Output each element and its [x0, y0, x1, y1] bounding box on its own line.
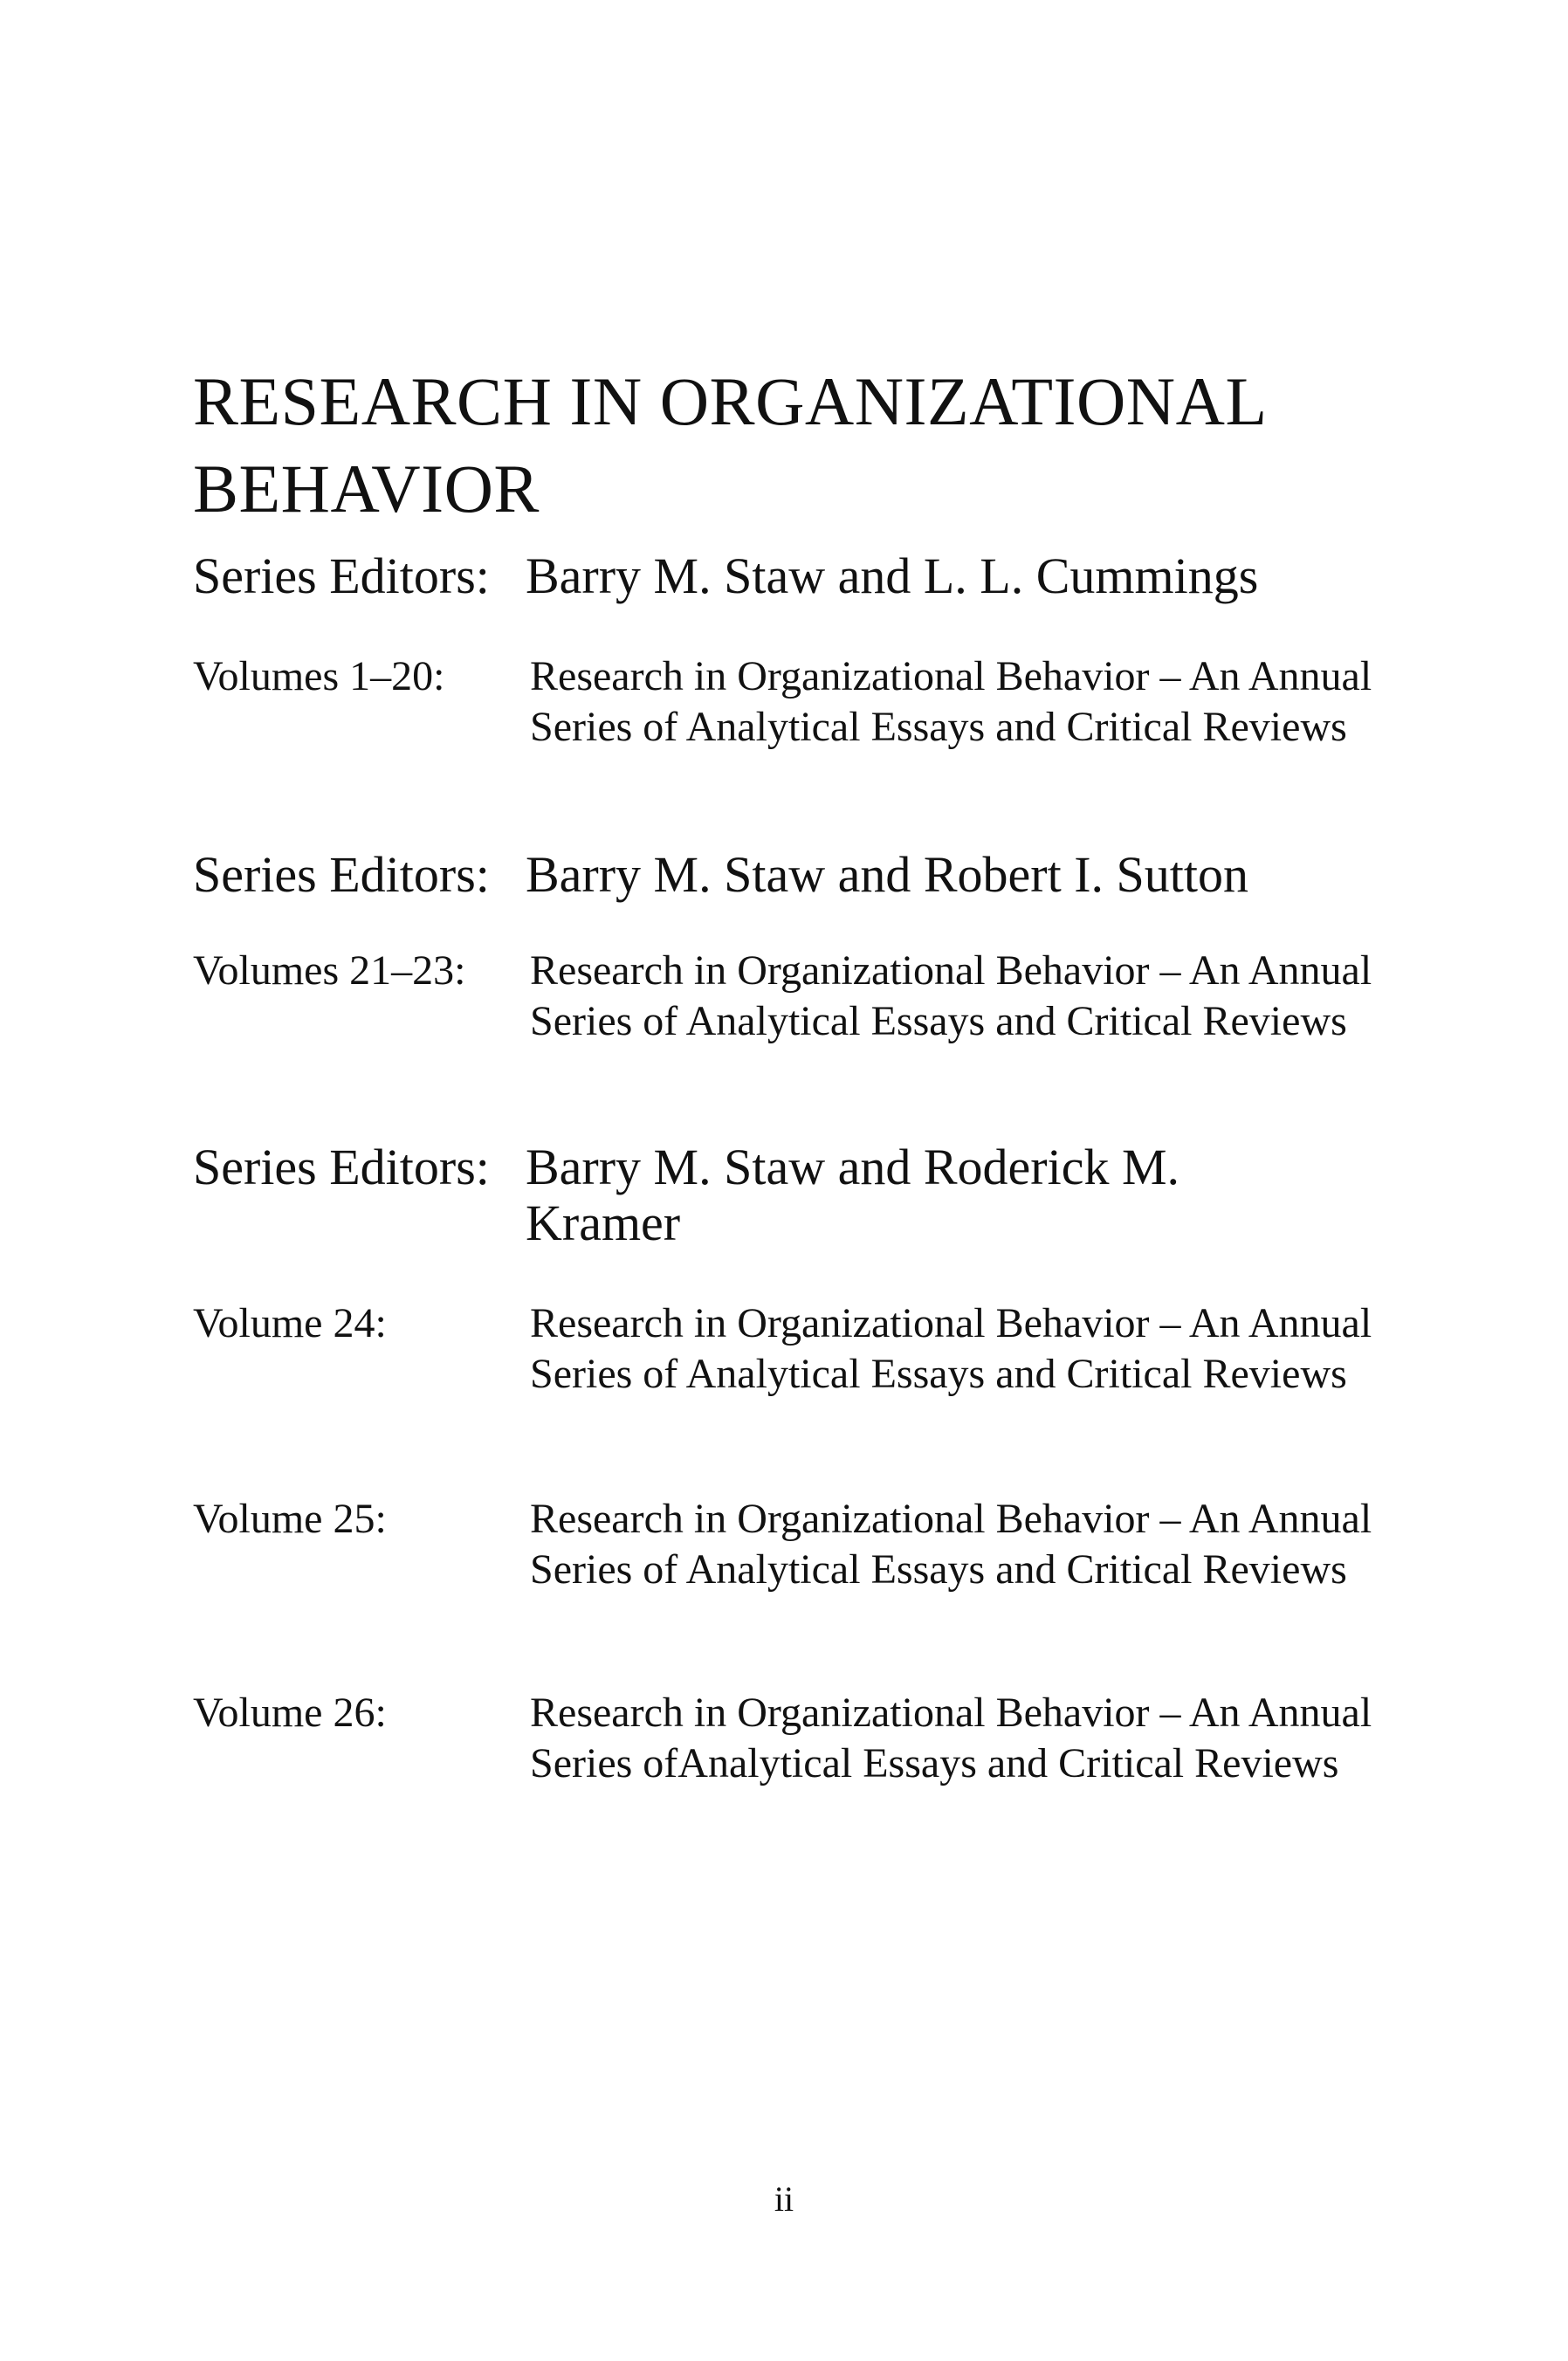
volume-description: Research in Organizational Behavior – An Annual Series of Analytical Essays and Critical Reviews [530, 1300, 1372, 1397]
volume-description: Research in Organizational Behavior – An Annual Series of Analytical Essays and Critical Reviews [530, 947, 1372, 1044]
series-editors-names: Barry M. Staw and Robert I. Sutton [526, 846, 1249, 903]
page-title: RESEARCH IN ORGANIZATIONAL BEHAVIOR [193, 363, 1265, 527]
series-editors-label: Series Editors: [193, 547, 490, 604]
volume-description: Research in Organizational Behavior – An Annual Series of Analytical Essays and Critical Reviews [530, 1496, 1372, 1593]
series-editors-names: Barry M. Staw and L. L. Cummings [526, 547, 1259, 604]
volume-range: Volume 25: [193, 1496, 387, 1542]
volume-range: Volume 26: [193, 1690, 387, 1736]
volume-description: Research in Organizational Behavior – An Annual Series of Analytical Essays and Critical Reviews [530, 653, 1372, 750]
volume-description: Research in Organizational Behavior – An Annual Series ofAnalytical Essays and Critical Reviews [530, 1690, 1372, 1786]
page-number: ii [774, 2179, 794, 2219]
volume-range: Volume 24: [193, 1300, 387, 1346]
series-editors-names: Barry M. Staw and Roderick M. Kramer [526, 1139, 1180, 1251]
series-editors-label: Series Editors: [193, 846, 490, 903]
series-editors-label: Series Editors: [193, 1139, 490, 1195]
volume-range: Volumes 21–23: [193, 947, 466, 994]
volume-range: Volumes 1–20: [193, 653, 445, 699]
